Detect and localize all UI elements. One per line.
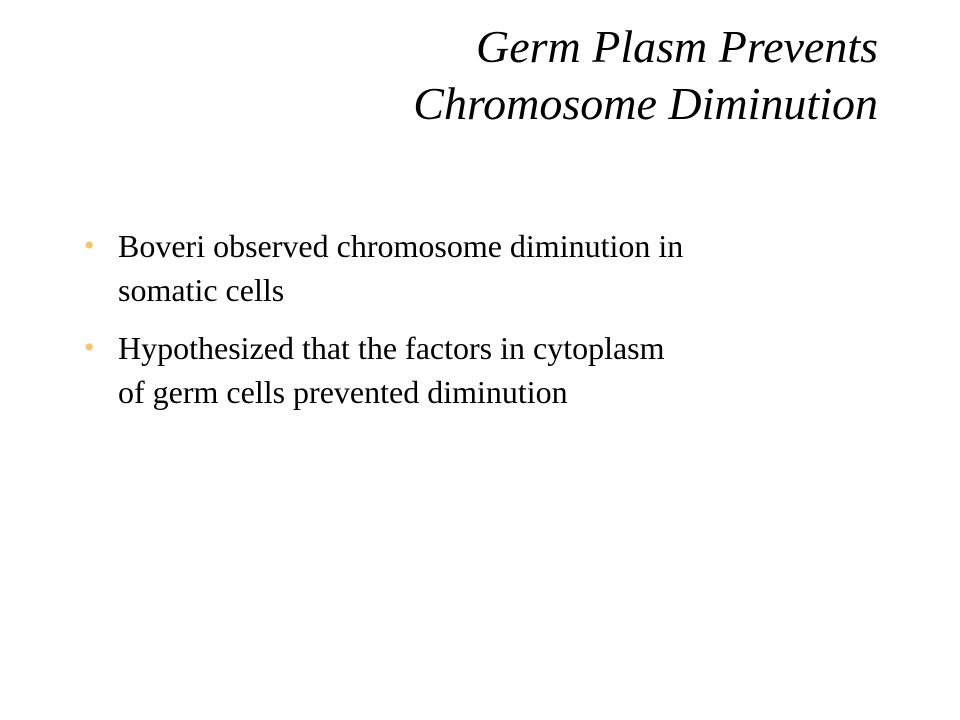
- slide-title: [98, 18, 878, 132]
- bullet-item: [84, 326, 884, 414]
- bullet-text-line: of germ cells prevented diminution: [118, 374, 568, 410]
- title-line-2: Chromosome Diminution: [413, 78, 878, 129]
- bullet-list: [84, 224, 884, 428]
- bullet-dot-icon: •: [84, 229, 95, 262]
- bullet-dot-icon: •: [84, 331, 95, 364]
- bullet-text-line: somatic cells: [118, 272, 285, 308]
- bullet-text-line: Hypothesized that the factors in cytoplasm: [118, 330, 665, 366]
- bullet-text-line: Boveri observed chromosome diminution in: [118, 228, 684, 264]
- title-line-1: Germ Plasm Prevents: [476, 21, 878, 72]
- bullet-item: [84, 224, 884, 312]
